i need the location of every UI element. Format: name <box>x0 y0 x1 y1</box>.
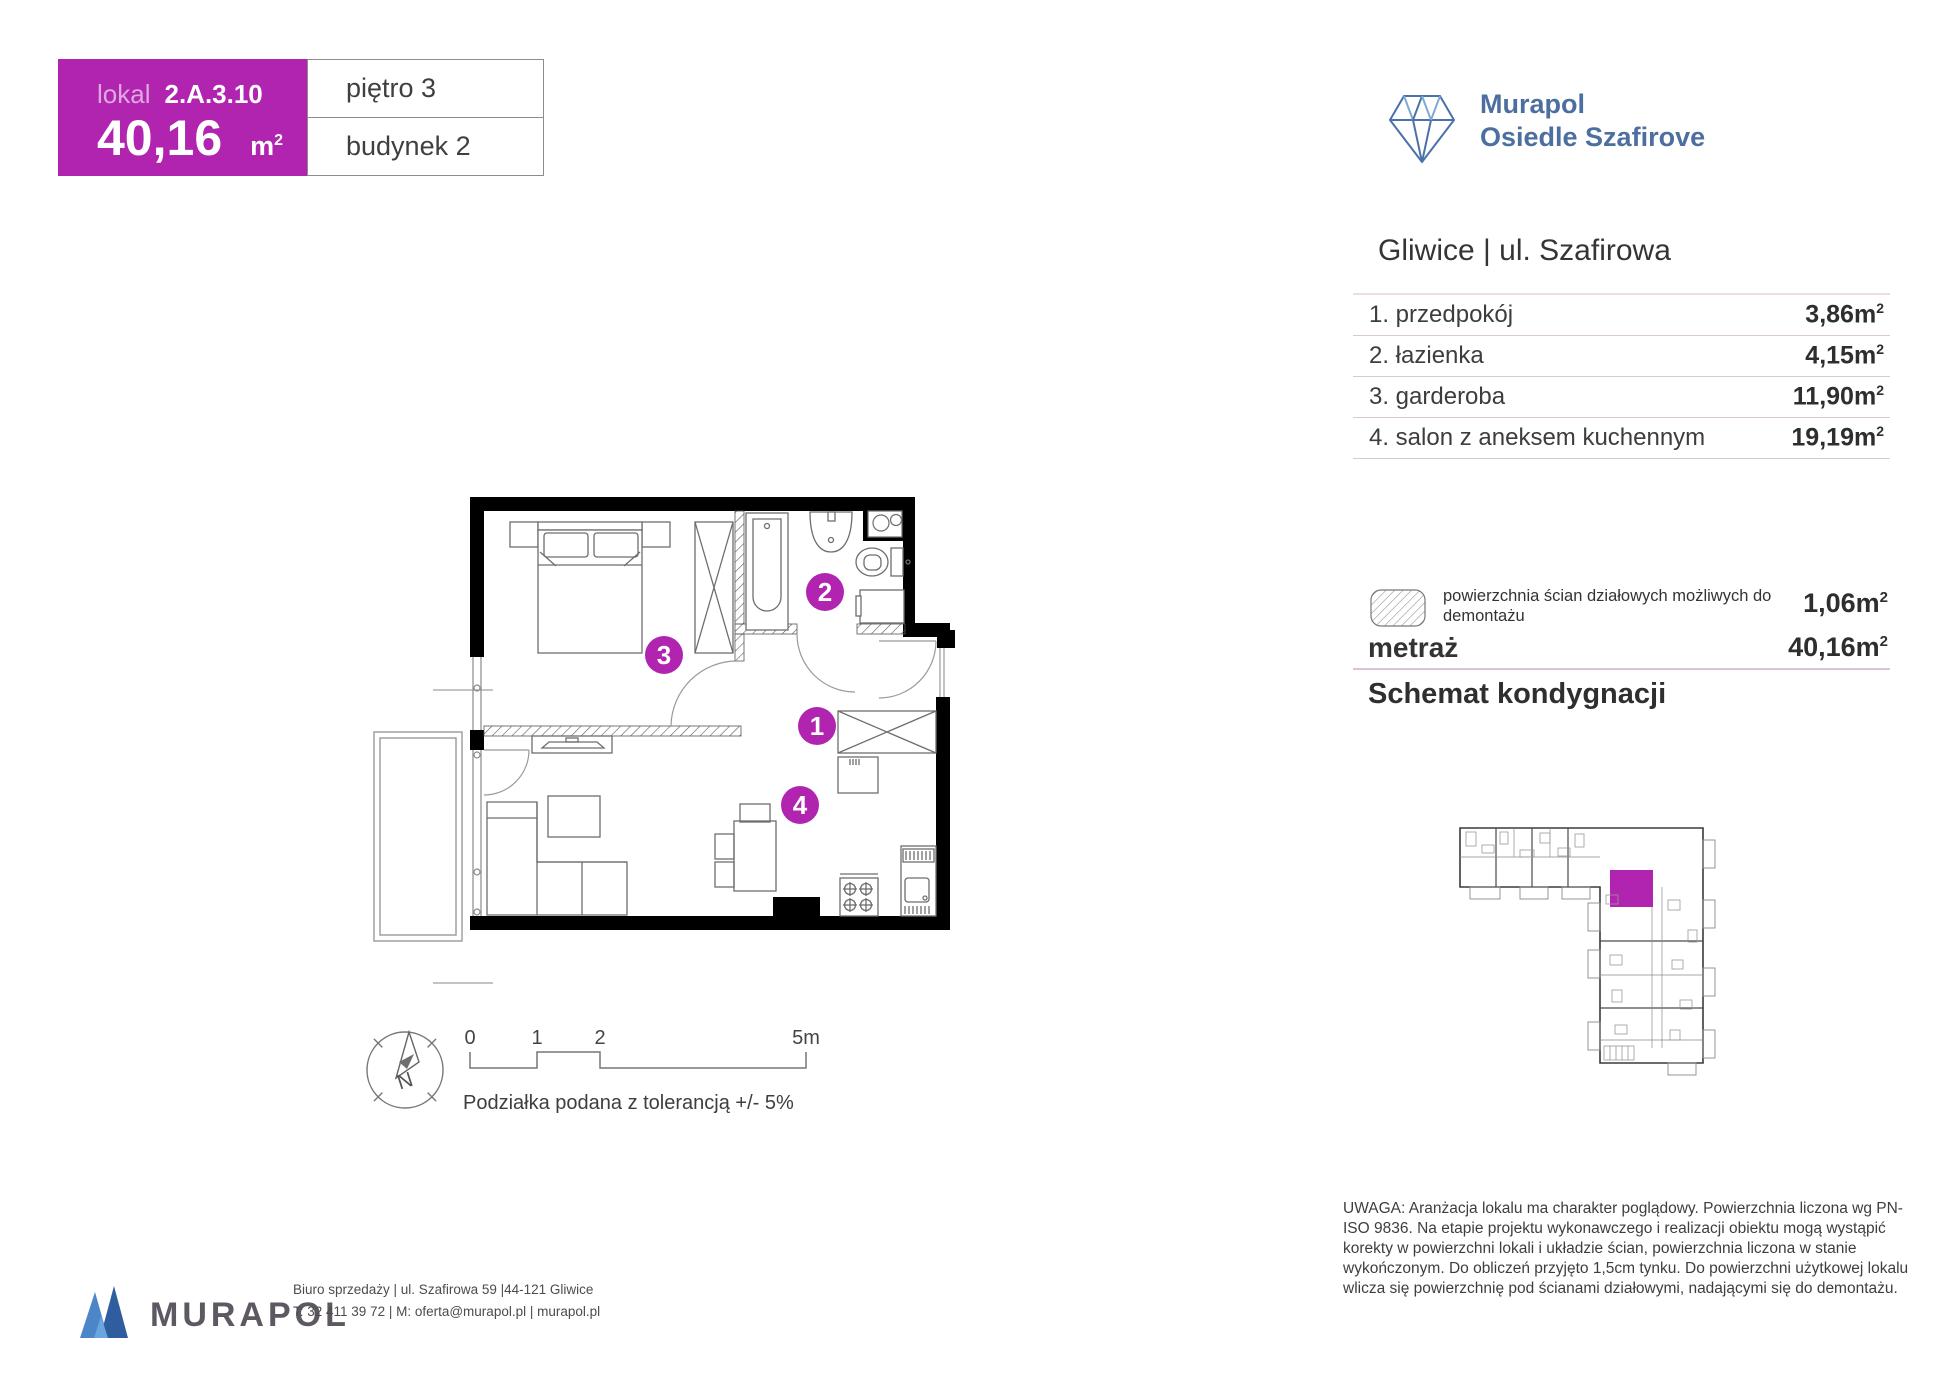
schemat-mini-plan <box>1460 828 1715 1075</box>
window-band <box>473 657 481 916</box>
room-label: 4. salon z aneksem kuchennym <box>1369 424 1706 451</box>
balcony <box>374 732 462 941</box>
scale-1: 1 <box>531 1027 543 1049</box>
lokal-label: lokal <box>97 79 151 109</box>
sofa <box>487 802 627 915</box>
badge-2: 2 <box>817 577 833 607</box>
footer-brand-name: MURAPOL <box>150 1296 350 1334</box>
badge-3: 3 <box>656 640 672 670</box>
unit-area-unit: $m^2$ <box>250 131 284 161</box>
badge-4: 4 <box>792 790 808 820</box>
location-heading: Gliwice | ul. Szafirowa <box>1378 234 1671 267</box>
compass-icon <box>367 1032 443 1108</box>
room-badges <box>645 573 844 824</box>
room-area: $11,90m^2$ <box>1792 382 1884 411</box>
utility-shaft <box>868 511 902 537</box>
kitchen <box>840 846 936 916</box>
metraz-area: $40,16m^2$ <box>1788 632 1888 662</box>
bathtub <box>746 513 788 630</box>
hall-wardrobe <box>838 711 936 753</box>
floor-label: piętro 3 <box>346 73 437 103</box>
demontaz-line1: powierzchnia ścian działowych możliwych do <box>1443 587 1772 605</box>
scale-5m: 5m <box>792 1027 820 1049</box>
disclaimer-text: UWAGA: Aranżacja lokalu ma charakter poglądowy. Powierzchnia liczona wg PN-ISO 9836. Na etapie projektu wykonawczego i realizacji obiektu mogą wystąpić korekty w powierzchni lokali i układzie ścian, powierzchnia liczona w stanie wykończonym. Do obliczeń przyjęto 1,5cm tynku. Do powierzchni użytkowej lokalu wlicza się powierzchnię pod ścianami działowymi, nadającymi się do demontażu. <box>1343 1200 1909 1297</box>
fridge <box>838 757 878 793</box>
compass-north-label: N <box>394 1067 416 1095</box>
stove-burners <box>843 882 873 912</box>
building-label: budynek 2 <box>346 131 471 161</box>
schemat-title: Schemat kondygnacji <box>1368 678 1667 710</box>
footer-address-line2: T: 32 411 39 72 | M: oferta@murapol.pl | murapol.pl <box>293 1304 601 1319</box>
brand-line2: Osiedle Szafirove <box>1480 122 1706 152</box>
washbasin <box>810 512 852 552</box>
murapol-logo-icon <box>78 1284 140 1340</box>
room-label: 2. łazienka <box>1369 342 1484 369</box>
unit-area-value: 40,16 <box>97 110 223 166</box>
demontaz-line2: demontażu <box>1443 607 1525 625</box>
scale-bar <box>464 1027 819 1068</box>
wardrobe <box>695 522 733 653</box>
highlighted-unit <box>1610 870 1653 907</box>
room-area: $19,19m^2$ <box>1791 423 1884 452</box>
badge-1: 1 <box>809 711 825 741</box>
toilet <box>856 548 910 576</box>
lokal-number: 2.A.3.10 <box>164 79 263 109</box>
room-area: $4,15m^2$ <box>1805 341 1884 370</box>
brand-line1: Murapol <box>1480 89 1585 119</box>
footer-address <box>293 1279 600 1323</box>
scale-0: 0 <box>464 1027 476 1049</box>
coffee-table <box>548 796 600 837</box>
demontaz-area: $1,06m^2$ <box>1803 588 1888 618</box>
bed <box>510 522 670 653</box>
scale-2: 2 <box>594 1027 606 1049</box>
metraz-label: metraż <box>1368 632 1459 663</box>
doors <box>484 634 944 795</box>
footer-address-line1: Biuro sprzedaży | ul. Szafirowa 59 |44-121 Gliwice <box>293 1282 594 1297</box>
tv-unit <box>532 736 612 753</box>
room-label: 1. przedpokój <box>1369 301 1514 328</box>
scale-note: Podziałka podana z tolerancją +/- 5% <box>463 1092 794 1114</box>
room-area: $3,86m^2$ <box>1805 300 1884 329</box>
dining-set <box>715 804 776 891</box>
washing-machine <box>856 590 904 623</box>
room-label: 3. garderoba <box>1369 383 1506 410</box>
